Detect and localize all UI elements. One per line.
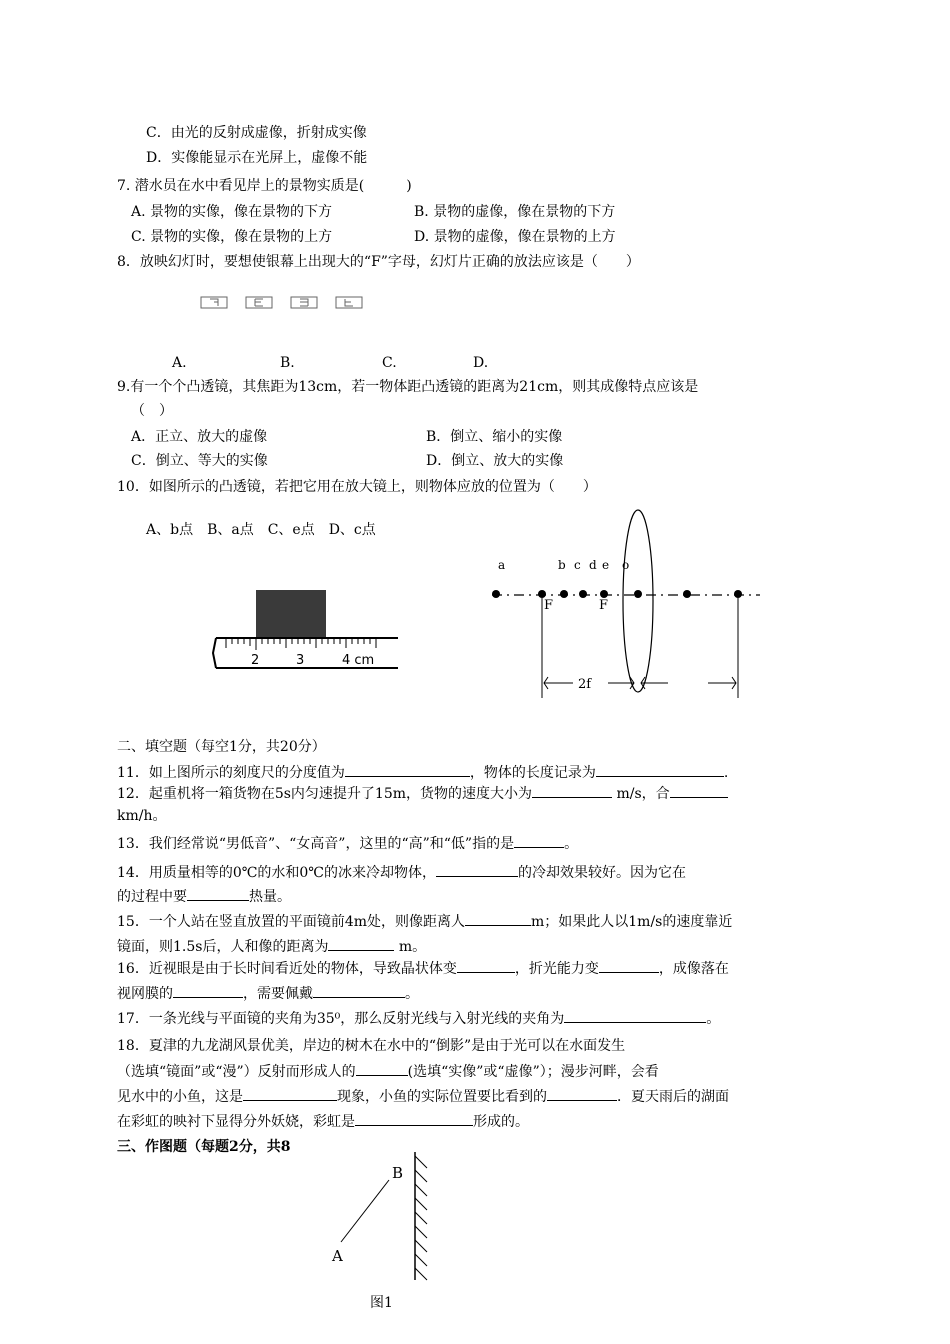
slide-f-options-figure: [200, 296, 365, 310]
q9-stem: 9.有一个个凸透镜，其焦距为13cm，若一物体距凸透镜的距离为21cm，则其成像特点应该是: [117, 379, 699, 395]
q6-option-d: D．实像能显示在光屏上，虚像不能: [146, 150, 368, 166]
q8-label-d: D.: [473, 355, 489, 371]
q15-line2: 镜面，则1.5s后，人和像的距离为 m。: [117, 936, 426, 957]
q16-line1: 16．近视眼是由于长时间看近处的物体，导致晶状体变 ，折光能力变 ，成像落在: [117, 958, 729, 979]
object-ab: [341, 1180, 389, 1242]
dimension-2f: 2f: [578, 677, 592, 692]
q18-line4: 在彩虹的映衬下显得分外妖娆，彩虹是 形成的。: [117, 1111, 529, 1132]
q9-option-c: C．倒立、等大的实像: [131, 453, 268, 469]
q17: 17．一条光线与平面镜的夹角为35⁰，那么反射光线与入射光线的夹角为 。: [117, 1008, 720, 1029]
q8-label-b: B.: [280, 355, 295, 371]
q9-option-d: D．倒立、放大的实像: [426, 453, 564, 469]
q9-paren: （ ）: [131, 403, 173, 419]
q18-line2: （选填“镜面”或“漫”）反射而形成人的 (选填“实像”或“虚像”）；漫步河畔，会看: [117, 1061, 659, 1082]
point-d: d: [589, 558, 597, 572]
q14-line2: 的过程中要 热量。: [117, 886, 291, 907]
q13: 13．我们经常说“男低音”、“女高音”，这里的“高”和“低”指的是 。: [117, 833, 578, 854]
plane-mirror-figure: [325, 1150, 435, 1286]
q16-line2: 视网膜的 ，需要佩戴 。: [117, 983, 419, 1004]
q8-label-a: A.: [172, 355, 187, 371]
label-a: A: [332, 1247, 343, 1265]
point-c: c: [574, 558, 581, 572]
measured-block: [256, 590, 326, 638]
q9-option-b: B．倒立、缩小的实像: [426, 429, 563, 445]
q10-stem: 10．如图所示的凸透镜，若把它用在放大镜上，则物体应放的位置为（ ）: [117, 479, 597, 495]
section-3-title: 三、作图题（每题2分，共8: [117, 1139, 291, 1155]
q10-options: A、b点 B、a点 C、e点 D、c点: [146, 522, 376, 538]
q8-stem: 8．放映幻灯时，要想使银幕上出现大的“F”字母，幻灯片正确的放法应该是（ ）: [117, 254, 640, 270]
focal-label-right: F: [599, 598, 609, 613]
q12: 12．起重机将一箱货物在5s内匀速提升了15m，货物的速度大小为 m/s，合: [117, 783, 728, 804]
point-o: o: [622, 558, 630, 572]
q8-label-c: C.: [382, 355, 397, 371]
ruler-tick-2: 2: [251, 653, 260, 668]
convex-lens: [623, 510, 653, 692]
q18-line1: 18．夏津的九龙湖风景优美，岸边的树木在水中的“倒影”是由于光可以在水面发生: [117, 1038, 626, 1054]
ruler-tick-3: 3: [296, 653, 305, 668]
q14-line1: 14．用质量相等的0℃的水和0℃的冰来冷却物体， 的冷却效果较好。因为它在: [117, 862, 686, 883]
q6-option-c: C．由光的反射成虚像，折射成实像: [146, 125, 367, 141]
q11: 11．如上图所示的刻度尺的分度值为 ，物体的长度记录为 .: [117, 762, 728, 783]
q9-option-a: A．正立、放大的虚像: [131, 429, 268, 445]
convex-lens-figure: [488, 508, 768, 700]
q18-line3: 见水中的小鱼，这是 现象，小鱼的实际位置要比看到的 ．夏天雨后的湖面: [117, 1086, 729, 1107]
focal-label-left: F: [544, 598, 554, 613]
figure-1-caption: 图1: [370, 1295, 393, 1311]
ruler-figure: [212, 588, 398, 674]
section-2-title: 二、填空题（每空1分，共20分）: [117, 739, 326, 755]
q7-option-b: B. 景物的虚像，像在景物的下方: [414, 204, 616, 220]
q15-line1: 15．一个人站在竖直放置的平面镜前4m处，则像距离人 m；如果此人以1m/s的速度靠近: [117, 911, 732, 932]
q7-option-c: C. 景物的实像，像在景物的上方: [131, 229, 333, 245]
point-a: a: [498, 558, 506, 572]
q7-option-d: D. 景物的虚像，像在景物的上方: [414, 229, 616, 245]
point-e: e: [602, 558, 610, 572]
q12-unit: km/h。: [117, 808, 167, 824]
q7-option-a: A. 景物的实像，像在景物的下方: [131, 204, 333, 220]
label-b: B: [392, 1164, 404, 1182]
point-b: b: [558, 558, 566, 572]
ruler-tick-4cm: 4 cm: [342, 653, 375, 668]
q7-stem: 7. 潜水员在水中看见岸上的景物实质是( ): [117, 178, 412, 194]
